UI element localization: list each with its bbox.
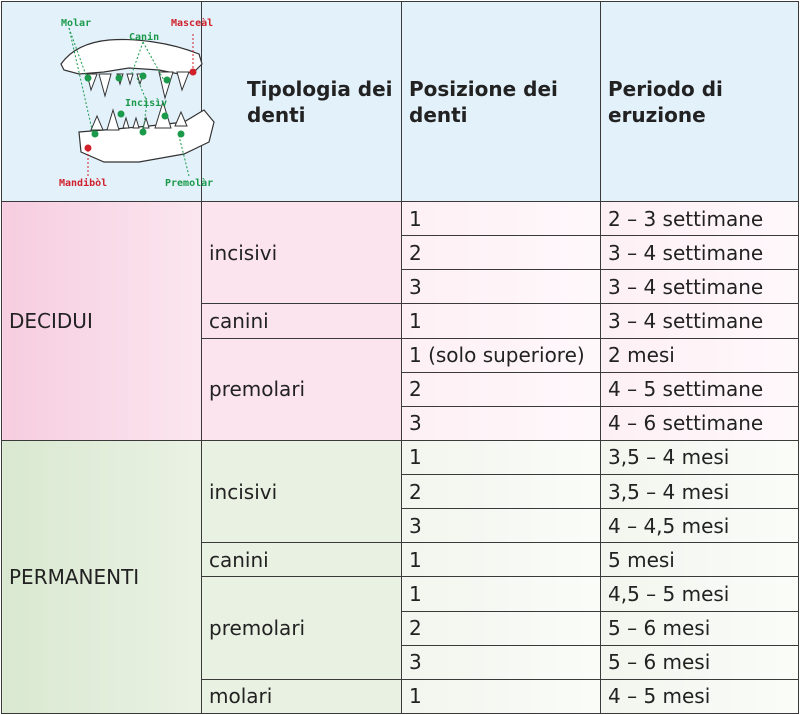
group-label-decidui: DECIDUI (2, 202, 202, 441)
header-tipologia: Tipologia dei denti (202, 2, 402, 202)
label-molari: Molar (61, 18, 92, 29)
period-cell: 4 – 6 settimane (601, 406, 799, 440)
eruption-table (1, 1, 799, 714)
period-cell: 3,5 – 4 mesi (601, 475, 799, 509)
type-label: incisivi (202, 202, 402, 304)
table-row (2, 440, 799, 474)
period-cell: 4 – 5 mesi (601, 679, 799, 713)
position-cell: 1 (solo superiore) (402, 338, 601, 372)
position-cell: 2 (402, 475, 601, 509)
position-cell: 1 (402, 440, 601, 474)
period-cell: 3 – 4 settimane (601, 236, 799, 270)
position-cell: 1 (402, 577, 601, 611)
group-label-permanenti: PERMANENTI (2, 440, 202, 713)
position-cell: 2 (402, 611, 601, 645)
label-canini: Canin (129, 32, 160, 43)
position-cell: 2 (402, 236, 601, 270)
position-cell: 1 (402, 679, 601, 713)
type-label: canini (202, 304, 402, 338)
position-cell: 1 (402, 202, 601, 236)
dog-jaw-diagram (9, 2, 214, 201)
label-mandibola: Mandibòl (59, 178, 108, 189)
position-cell: 3 (402, 509, 601, 543)
type-label: molari (202, 679, 402, 713)
position-cell: 3 (402, 270, 601, 304)
type-label: incisivi (202, 440, 402, 542)
header-posizione: Posizione dei denti (402, 2, 601, 202)
type-label: premolari (202, 338, 402, 440)
period-cell: 5 mesi (601, 543, 799, 577)
period-cell: 3 – 4 settimane (601, 270, 799, 304)
period-cell: 4 – 5 settimane (601, 372, 799, 406)
label-mascella: Masceàl (171, 18, 214, 29)
position-cell: 1 (402, 304, 601, 338)
period-cell: 5 – 6 mesi (601, 645, 799, 679)
jaw-diagram-cell (2, 2, 214, 202)
period-cell: 5 – 6 mesi (601, 611, 799, 645)
table-row (2, 202, 799, 236)
header-periodo: Periodo di eruzione (601, 2, 799, 202)
position-cell: 2 (402, 372, 601, 406)
period-cell: 3,5 – 4 mesi (601, 440, 799, 474)
header-row (2, 2, 799, 202)
type-label: canini (202, 543, 402, 577)
period-cell: 4 – 4,5 mesi (601, 509, 799, 543)
upper-teeth (87, 72, 189, 98)
period-cell: 2 – 3 settimane (601, 202, 799, 236)
period-cell: 2 mesi (601, 338, 799, 372)
period-cell: 4,5 – 5 mesi (601, 577, 799, 611)
position-cell: 3 (402, 406, 601, 440)
upper-jaw-outline (61, 40, 202, 74)
position-cell: 1 (402, 543, 601, 577)
position-cell: 3 (402, 645, 601, 679)
label-incisivi: Incisìv (125, 98, 168, 109)
label-premolari: Premolàr (165, 178, 214, 189)
period-cell: 3 – 4 settimane (601, 304, 799, 338)
type-label: premolari (202, 577, 402, 679)
lower-jaw-outline (79, 110, 214, 162)
